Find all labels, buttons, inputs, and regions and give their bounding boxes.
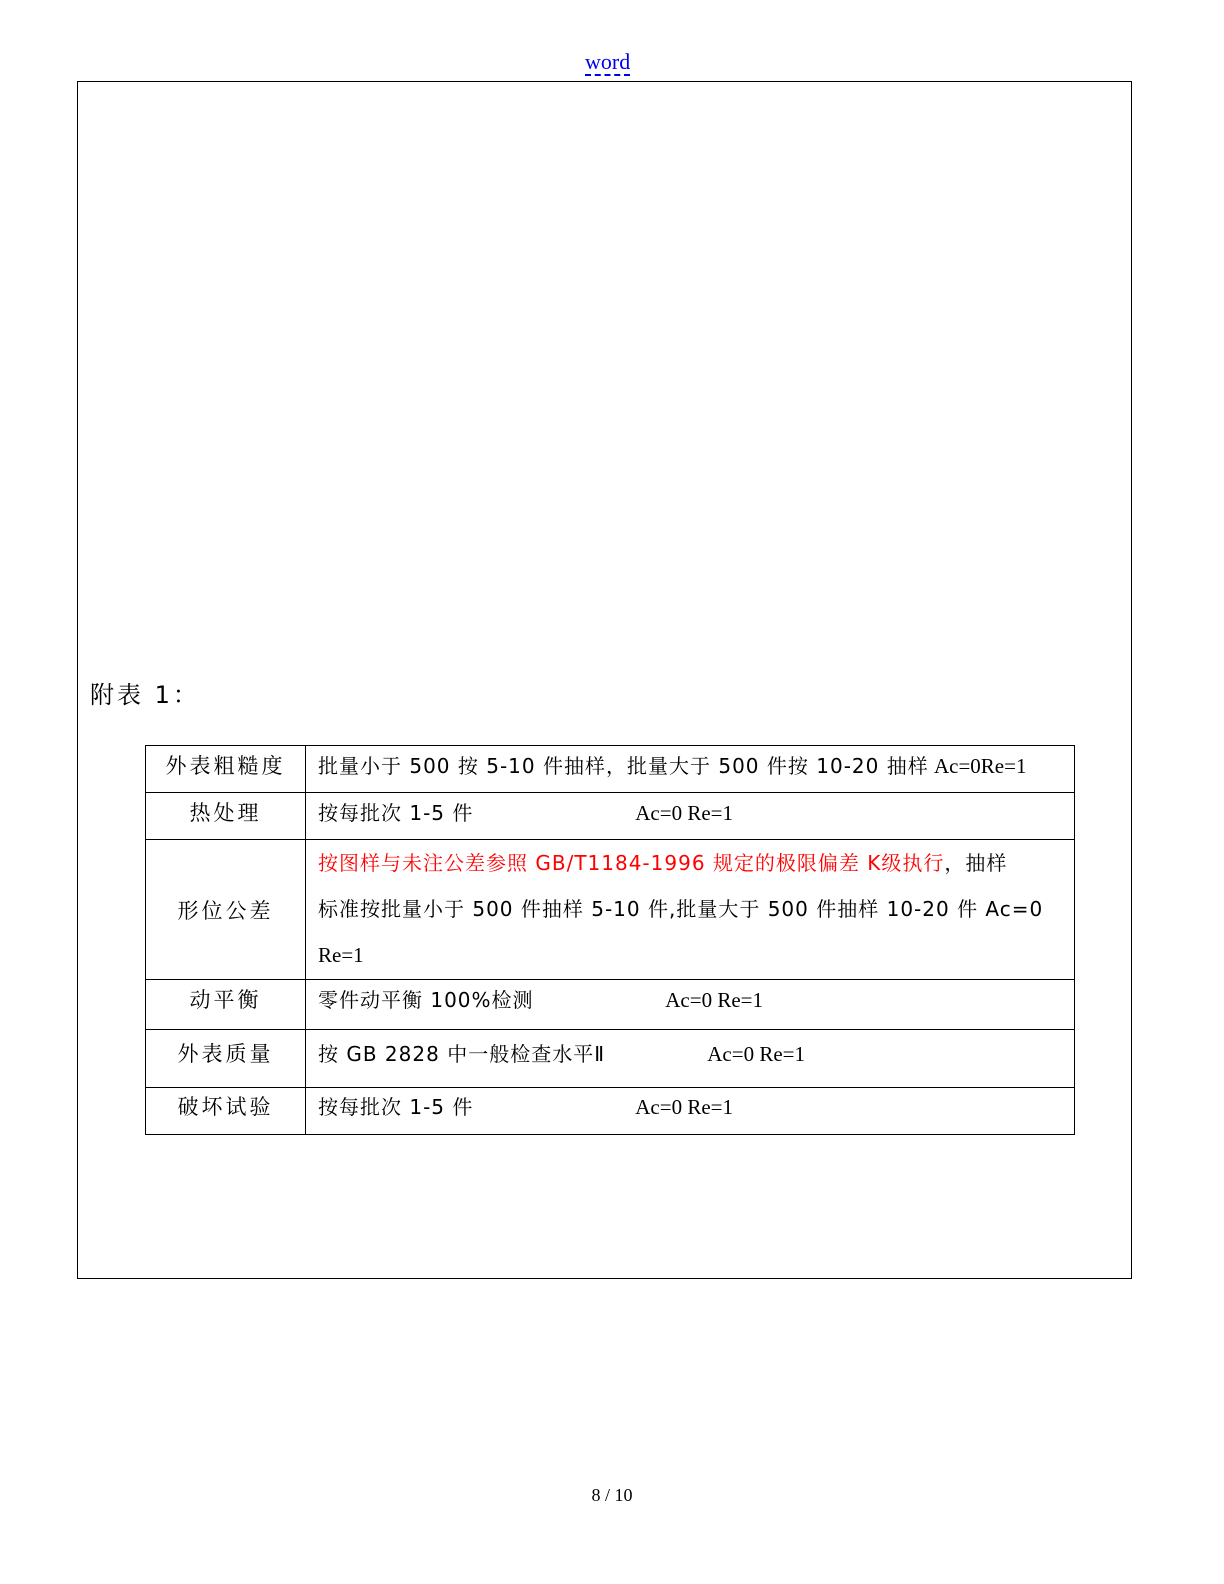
- row-name-cell: [146, 1030, 306, 1088]
- row-name: 破坏试验: [177, 1095, 274, 1119]
- row-desc-cell: [306, 1088, 1075, 1135]
- row-name-cell: [146, 1088, 306, 1135]
- row-desc-tail: ，抽样: [944, 851, 1008, 875]
- row-acceptance: Ac=0Re=1: [933, 754, 1027, 778]
- page-number: 8 / 10: [591, 1485, 633, 1505]
- row-acceptance: Ac=0 Re=1: [707, 1042, 806, 1066]
- row-acceptance: Ac=0 Re=1: [665, 988, 764, 1012]
- row-name-cell: [146, 746, 306, 793]
- row-name-cell: [146, 840, 306, 980]
- appendix-title: 附表 1：: [90, 681, 200, 709]
- row-desc-cell: [306, 980, 1075, 1030]
- row-desc: 按每批次 1-5 件: [318, 1095, 474, 1119]
- row-desc: 批量小于 500 按 5-10 件抽样，批量大于 500 件按 10-20 抽样: [318, 754, 929, 778]
- row-desc-line: Re=1: [318, 943, 364, 967]
- table-row: [146, 1088, 1075, 1135]
- table-row: [146, 1030, 1075, 1088]
- row-name: 热处理: [189, 801, 262, 825]
- inspection-table: [145, 745, 1075, 1135]
- table-row: [146, 980, 1075, 1030]
- row-desc: 按每批次 1-5 件: [318, 801, 474, 825]
- row-desc-cell: [306, 746, 1075, 793]
- row-name: 形位公差: [177, 898, 274, 923]
- row-desc-cell: [306, 840, 1075, 980]
- row-acceptance: Ac=0 Re=1: [635, 801, 734, 825]
- row-name-cell: [146, 793, 306, 840]
- table-row: [146, 793, 1075, 840]
- row-desc-highlight: 按图样与未注公差参照 GB/T1184-1996 规定的极限偏差 K级执行: [318, 851, 945, 875]
- table-row: [146, 746, 1075, 793]
- header-word-link[interactable]: word: [585, 49, 631, 74]
- table-row: [146, 840, 1075, 980]
- row-desc-line: 标准按批量小于 500 件抽样 5-10 件,批量大于 500 件抽样 10-20 件 Ac=0: [318, 897, 1044, 921]
- row-desc-cell: [306, 793, 1075, 840]
- row-desc-cell: [306, 1030, 1075, 1088]
- row-desc: 按 GB 2828 中一般检查水平Ⅱ: [318, 1042, 606, 1066]
- row-acceptance: Ac=0 Re=1: [635, 1095, 734, 1119]
- row-name: 外表质量: [177, 1042, 274, 1066]
- row-desc: 零件动平衡 100%检测: [318, 988, 534, 1012]
- row-name: 动平衡: [189, 988, 262, 1012]
- row-name-cell: [146, 980, 306, 1030]
- row-name: 外表粗糙度: [165, 754, 286, 778]
